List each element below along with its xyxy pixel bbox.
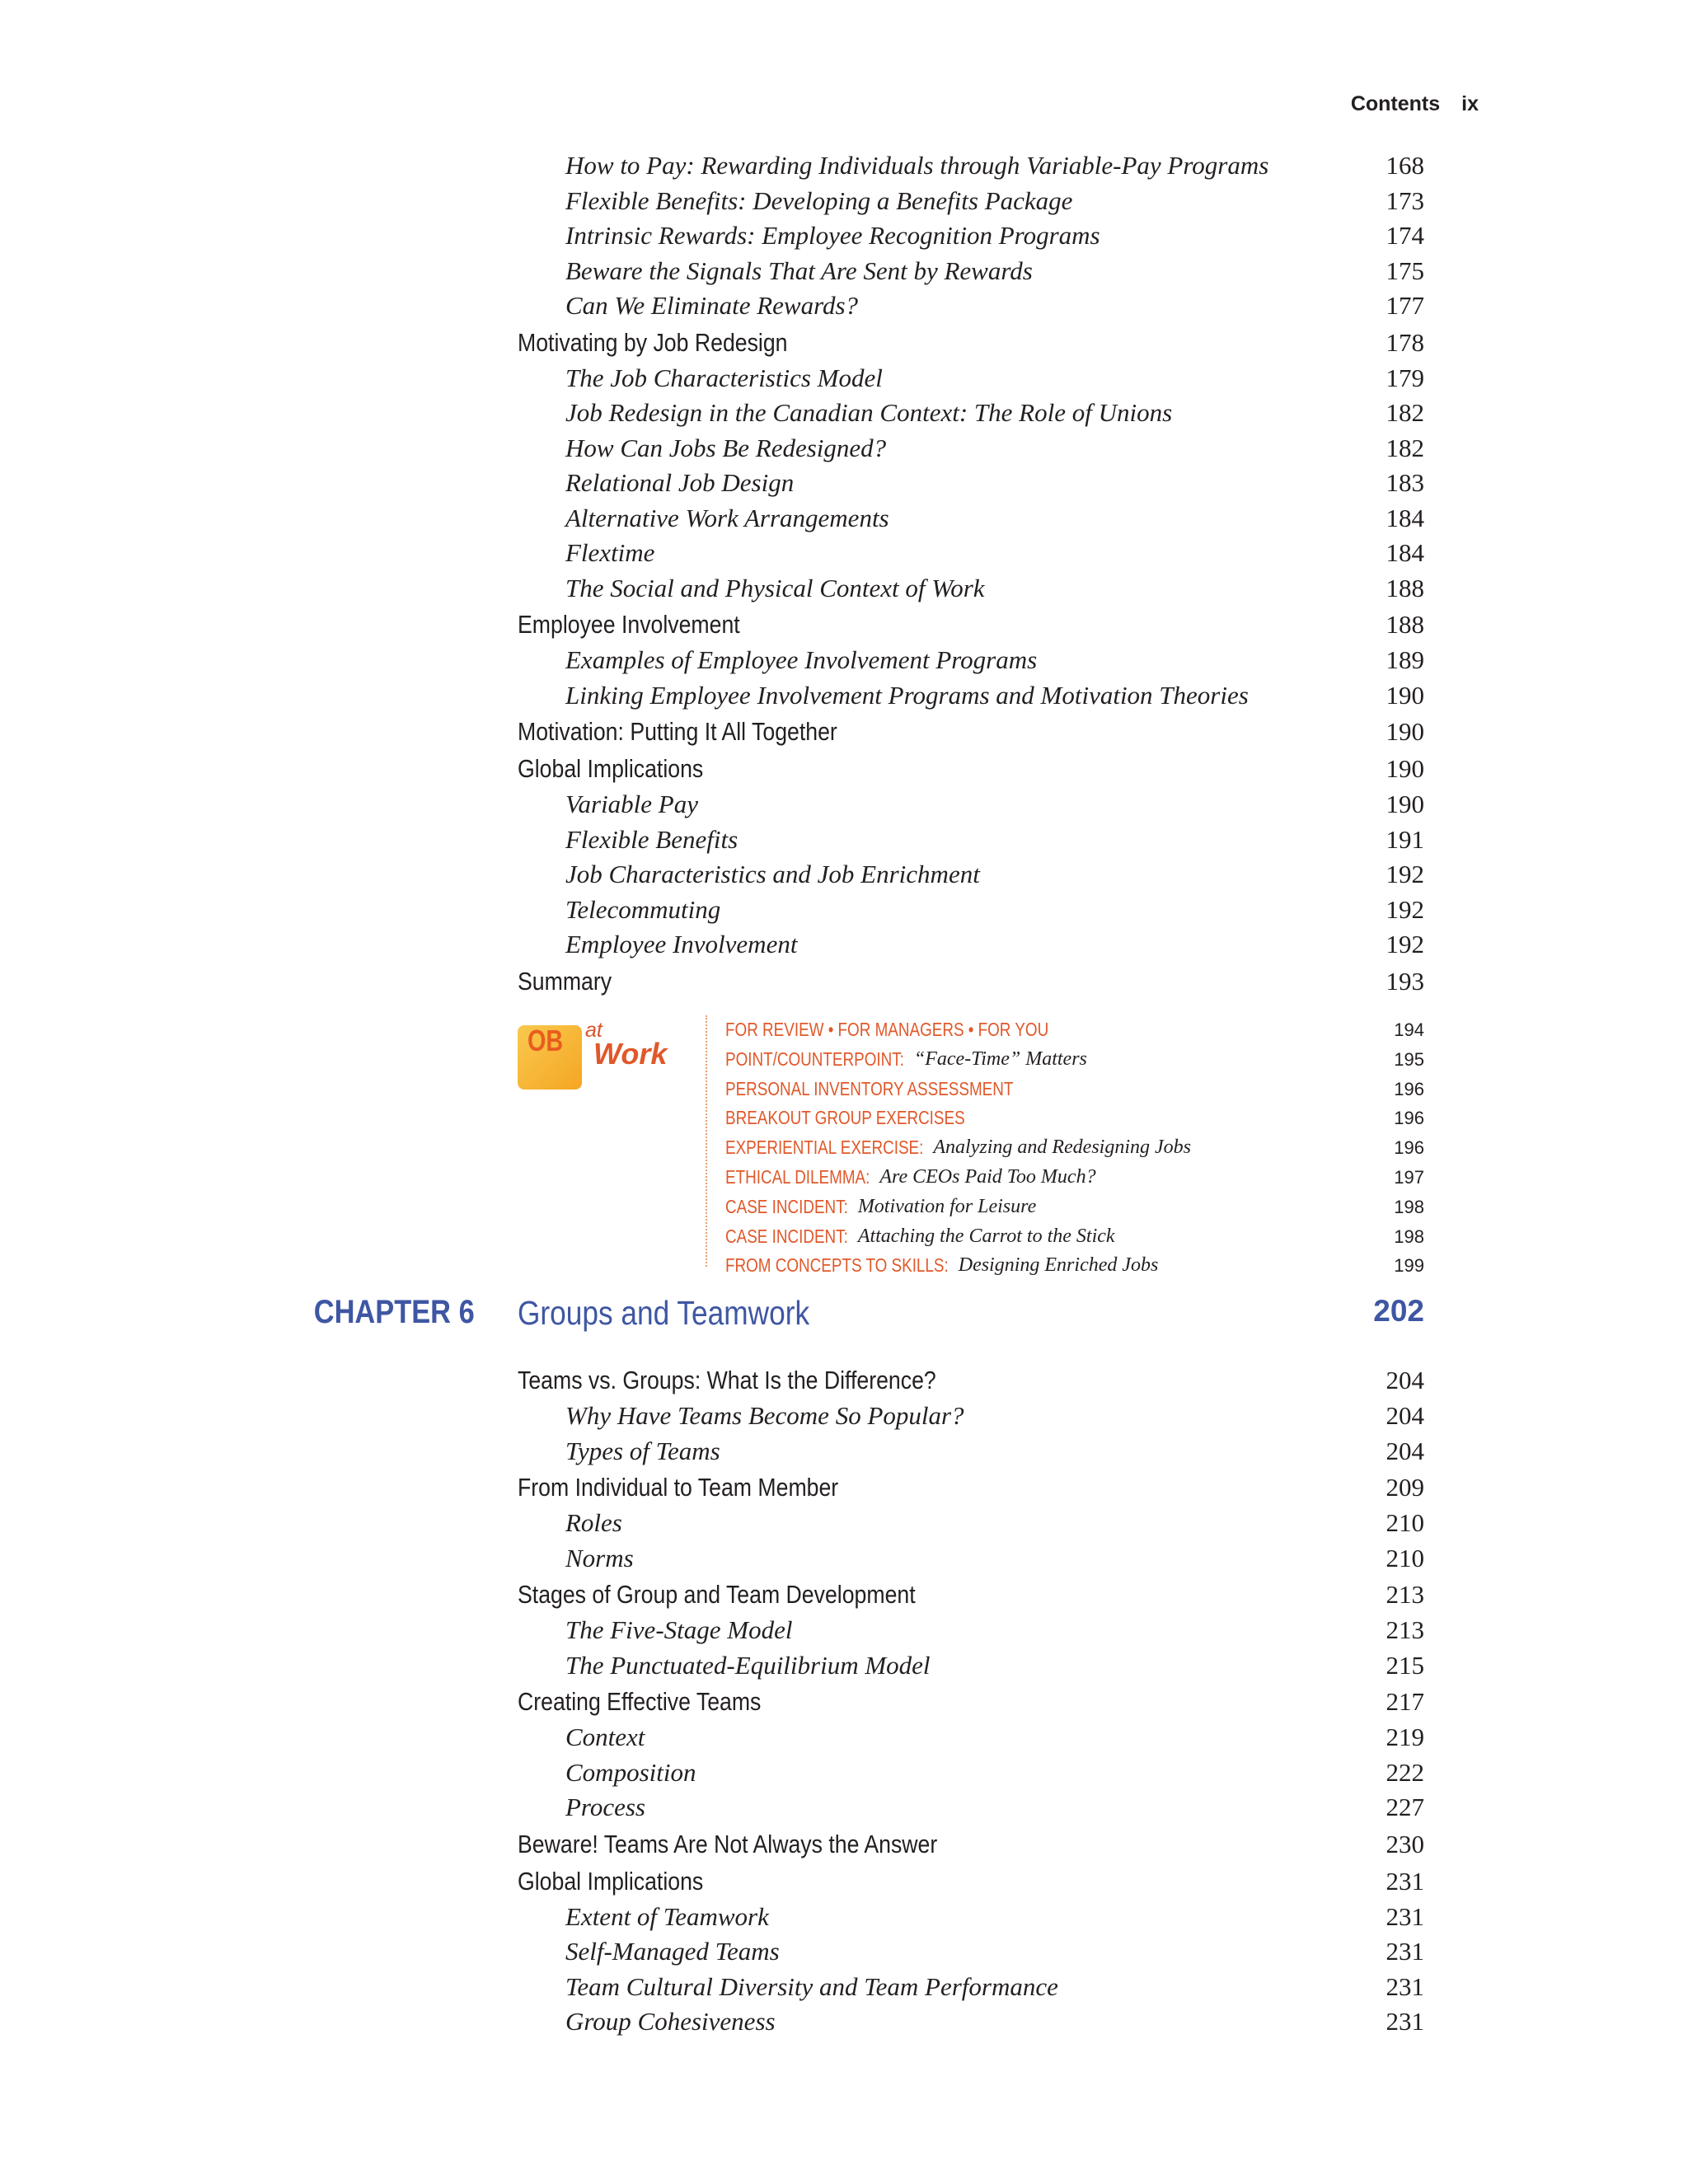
toc-entry-title: Summary: [518, 966, 612, 996]
toc-entry-page: 182: [1386, 433, 1424, 462]
toc-entry-title: Beware! Teams Are Not Always the Answer: [518, 1829, 938, 1858]
toc-entry-page: 204: [1386, 1366, 1424, 1394]
toc-subsection-entry: [518, 1934, 1424, 1970]
toc-entry-page: 213: [1386, 1580, 1424, 1609]
toc-entry-title: Context: [565, 1722, 645, 1751]
toc-subsection-entry: [518, 1434, 1424, 1469]
dotted-divider: [706, 1015, 707, 1267]
toc-subsection-entry: [518, 787, 1424, 823]
item-title: Attaching the Carrot to the Stick: [857, 1225, 1115, 1247]
toc-subsection-entry: [518, 1613, 1424, 1648]
toc-entry-title: Team Cultural Diversity and Team Performance: [565, 1971, 1058, 2001]
toc-entry-title: From Individual to Team Member: [518, 1473, 839, 1502]
toc-entry-title: Beware the Signals That Are Sent by Rewards: [565, 255, 1033, 285]
toc-entry-title: How to Pay: Rewarding Individuals through Variable-Pay Programs: [565, 151, 1269, 180]
toc-entry-title: Variable Pay: [565, 790, 698, 818]
toc-subsection-entry: [518, 1541, 1424, 1577]
toc-entry-page: 231: [1386, 1901, 1424, 1931]
toc-entry-title: The Social and Physical Context of Work: [565, 573, 985, 602]
toc-entry-page: 209: [1386, 1473, 1424, 1502]
header-page-number: ix: [1461, 92, 1479, 115]
toc-subsection-entry: [518, 1720, 1424, 1755]
toc-section-entry: [518, 1863, 1424, 1900]
toc-entry-title: Job Redesign in the Canadian Context: The Role of Unions: [565, 398, 1173, 427]
toc-entry-page: 227: [1386, 1793, 1424, 1821]
toc-subsection-entry: [518, 1399, 1424, 1434]
toc-entry-page: 219: [1386, 1722, 1424, 1751]
toc-subsection-entry: [518, 1755, 1424, 1791]
toc-entry-title: Telecommuting: [565, 894, 721, 924]
toc-section-entry: [518, 1683, 1424, 1720]
item-label: BREAKOUT GROUP EXERCISES: [725, 1107, 965, 1129]
running-header: [1351, 92, 1479, 116]
toc-entry-page: 188: [1386, 573, 1424, 602]
toc-subsection-entry: [518, 501, 1424, 537]
toc-entry-title: Motivation: Putting It All Together: [518, 717, 837, 746]
toc-entry-page: 204: [1386, 1436, 1424, 1465]
item-title: “Face-Time” Matters: [913, 1047, 1087, 1070]
item-label: ETHICAL DILEMMA:: [725, 1165, 870, 1188]
ob-at-work-item: [725, 1251, 1424, 1281]
toc-entry-page: 178: [1386, 327, 1424, 357]
item-page: 196: [1394, 1078, 1424, 1099]
item-label: PERSONAL INVENTORY ASSESSMENT: [725, 1077, 1014, 1099]
toc-subsection-entry: [518, 431, 1424, 466]
toc-entry-page: 190: [1386, 790, 1424, 818]
toc-bottom-list: [518, 1361, 1424, 2040]
toc-subsection-entry: [518, 536, 1424, 571]
item-title: Designing Enriched Jobs: [958, 1254, 1159, 1277]
toc-subsection-entry: [518, 466, 1424, 501]
toc-section-entry: [518, 713, 1424, 750]
toc-entry-page: 193: [1386, 966, 1424, 996]
toc-subsection-entry: [518, 857, 1424, 893]
item-title: Motivation for Leisure: [857, 1195, 1037, 1217]
toc-entry-title: The Job Characteristics Model: [565, 363, 883, 392]
toc-subsection-entry: [518, 184, 1424, 219]
toc-entry-page: 190: [1386, 717, 1424, 746]
toc-entry-title: Relational Job Design: [565, 468, 795, 497]
toc-entry-title: Creating Effective Teams: [518, 1687, 762, 1716]
item-page: 199: [1394, 1255, 1424, 1277]
toc-entry-title: Employee Involvement: [565, 930, 798, 958]
toc-entry-title: Stages of Group and Team Development: [518, 1580, 916, 1609]
ob-at-work-item: [725, 1222, 1424, 1252]
toc-subsection-entry: [518, 1790, 1424, 1825]
toc-entry-page: 210: [1386, 1543, 1424, 1572]
item-page: 197: [1394, 1166, 1424, 1188]
item-title: Analyzing and Redesigning Jobs: [933, 1137, 1191, 1159]
toc-subsection-entry: [518, 571, 1424, 607]
toc-entry-page: 188: [1386, 610, 1424, 639]
toc-entry-page: 184: [1386, 503, 1424, 532]
toc-entry-page: 213: [1386, 1615, 1424, 1644]
item-title: Are CEOs Paid Too Much?: [879, 1165, 1096, 1188]
toc-entry-page: 191: [1386, 824, 1424, 854]
chapter-title: Groups and Teamwork: [518, 1294, 810, 1332]
toc-section-entry: [518, 606, 1424, 643]
toc-section-entry: [518, 963, 1424, 1000]
ob-at-work-panel: [518, 1015, 1424, 1277]
toc-entry-title: Job Characteristics and Job Enrichment: [565, 860, 980, 888]
toc-entry-page: 173: [1386, 185, 1424, 215]
ob-at-work-item: [725, 1193, 1424, 1222]
toc-entry-page: 230: [1386, 1829, 1424, 1858]
toc-subsection-entry: [518, 218, 1424, 254]
item-label: POINT/COUNTERPOINT:: [725, 1047, 904, 1070]
toc-subsection-entry: [518, 1648, 1424, 1684]
toc-entry-title: Motivating by Job Redesign: [518, 327, 788, 357]
toc-entry-page: 192: [1386, 894, 1424, 924]
toc-entry-page: 192: [1386, 860, 1424, 888]
item-label: FROM CONCEPTS TO SKILLS:: [725, 1254, 949, 1277]
ob-at-work-item: [725, 1045, 1424, 1075]
toc-entry-page: 177: [1386, 291, 1424, 320]
toc-entry-title: Flexible Benefits: Developing a Benefits Package: [565, 185, 1073, 215]
item-page: 196: [1394, 1137, 1424, 1159]
toc-section-entry: [518, 1469, 1424, 1506]
toc-entry-title: Intrinsic Rewards: Employee Recognition Programs: [565, 221, 1100, 250]
toc-entry-title: Employee Involvement: [518, 610, 740, 639]
toc-entry-page: 190: [1386, 680, 1424, 710]
toc-entry-title: Global Implications: [518, 1866, 704, 1896]
toc-entry-page: 215: [1386, 1650, 1424, 1680]
toc-entry-title: Self-Managed Teams: [565, 1937, 780, 1966]
toc-entry-page: 210: [1386, 1508, 1424, 1537]
toc-entry-title: Can We Eliminate Rewards?: [565, 291, 859, 320]
toc-subsection-entry: [518, 254, 1424, 289]
toc-entry-page: 231: [1386, 2007, 1424, 2036]
toc-section-entry: [518, 1576, 1424, 1613]
toc-entry-title: Flextime: [565, 538, 655, 567]
toc-entry-page: 231: [1386, 1866, 1424, 1896]
logo-ob-text: OB: [528, 1024, 564, 1057]
ob-at-work-item: [725, 1163, 1424, 1193]
item-page: 198: [1394, 1226, 1424, 1247]
toc-entry-page: 204: [1386, 1401, 1424, 1430]
toc-section-entry: [518, 750, 1424, 787]
toc-subsection-entry: [518, 2004, 1424, 2040]
item-label: CASE INCIDENT:: [725, 1225, 848, 1247]
item-label: EXPERIENTIAL EXERCISE:: [725, 1137, 924, 1159]
toc-entry-title: Examples of Employee Involvement Programs: [565, 645, 1038, 674]
toc-entry-title: Group Cohesiveness: [565, 2007, 776, 2036]
item-page: 194: [1394, 1019, 1424, 1040]
toc-entry-page: 184: [1386, 538, 1424, 567]
ob-at-work-logo: [518, 1019, 691, 1088]
toc-subsection-entry: [518, 1900, 1424, 1935]
ob-at-work-item: [725, 1015, 1424, 1045]
toc-entry-title: Flexible Benefits: [565, 824, 738, 854]
toc-section-entry: [518, 324, 1424, 361]
chapter-page: 202: [1373, 1294, 1424, 1328]
toc-top-list: [518, 148, 1424, 1000]
toc-entry-page: 183: [1386, 468, 1424, 497]
toc-entry-title: Types of Teams: [565, 1436, 720, 1465]
toc-entry-page: 174: [1386, 221, 1424, 250]
item-label: CASE INCIDENT:: [725, 1195, 848, 1217]
toc-subsection-entry: [518, 1970, 1424, 2005]
toc-entry-title: Teams vs. Groups: What Is the Difference?: [518, 1366, 936, 1394]
toc-entry-title: Roles: [565, 1508, 622, 1537]
toc-subsection-entry: [518, 893, 1424, 928]
ob-at-work-item: [725, 1075, 1424, 1104]
item-page: 195: [1394, 1048, 1424, 1070]
toc-subsection-entry: [518, 1506, 1424, 1541]
toc-subsection-entry: [518, 361, 1424, 396]
toc-subsection-entry: [518, 288, 1424, 324]
ob-at-work-item: [725, 1133, 1424, 1163]
toc-section-entry: [518, 1825, 1424, 1863]
toc-entry-page: 168: [1386, 151, 1424, 180]
toc-entry-page: 222: [1386, 1757, 1424, 1787]
toc-subsection-entry: [518, 823, 1424, 858]
toc-entry-title: The Punctuated-Equilibrium Model: [565, 1650, 931, 1680]
toc-entry-page: 190: [1386, 754, 1424, 783]
toc-entry-page: 217: [1386, 1687, 1424, 1716]
toc-entry-title: Extent of Teamwork: [565, 1901, 769, 1931]
toc-entry-title: Process: [565, 1793, 645, 1821]
chapter-label: CHAPTER 6: [314, 1294, 475, 1330]
logo-work-text: Work: [593, 1037, 668, 1071]
toc-entry-title: Why Have Teams Become So Popular?: [565, 1401, 964, 1430]
toc-subsection-entry: [518, 148, 1424, 184]
ob-at-work-item: [725, 1104, 1424, 1133]
toc-entry-title: Alternative Work Arrangements: [565, 503, 889, 532]
toc-section-entry: [518, 1361, 1424, 1399]
toc-entry-page: 182: [1386, 398, 1424, 427]
item-label: FOR REVIEW • FOR MANAGERS • FOR YOU: [725, 1019, 1049, 1040]
ob-at-work-items: [725, 1015, 1424, 1281]
toc-entry-page: 192: [1386, 930, 1424, 958]
toc-subsection-entry: [518, 643, 1424, 678]
toc-entry-page: 189: [1386, 645, 1424, 674]
toc-entry-page: 231: [1386, 1937, 1424, 1966]
chapter-heading: [0, 1294, 1424, 1343]
toc-entry-title: How Can Jobs Be Redesigned?: [565, 433, 887, 462]
item-page: 198: [1394, 1196, 1424, 1217]
toc-entry-page: 179: [1386, 363, 1424, 392]
item-page: 196: [1394, 1108, 1424, 1129]
toc-entry-title: Composition: [565, 1757, 696, 1787]
toc-entry-page: 231: [1386, 1971, 1424, 2001]
toc-entry-page: 175: [1386, 255, 1424, 285]
toc-subsection-entry: [518, 396, 1424, 431]
toc-entry-title: Global Implications: [518, 754, 704, 783]
toc-subsection-entry: [518, 678, 1424, 714]
toc-subsection-entry: [518, 927, 1424, 963]
logo-at-text: at: [585, 1019, 603, 1042]
toc-entry-title: Linking Employee Involvement Programs and Motivation Theories: [565, 680, 1249, 710]
toc-entry-title: Norms: [565, 1543, 634, 1572]
toc-entry-title: The Five-Stage Model: [565, 1615, 793, 1644]
header-section: Contents: [1350, 92, 1441, 115]
